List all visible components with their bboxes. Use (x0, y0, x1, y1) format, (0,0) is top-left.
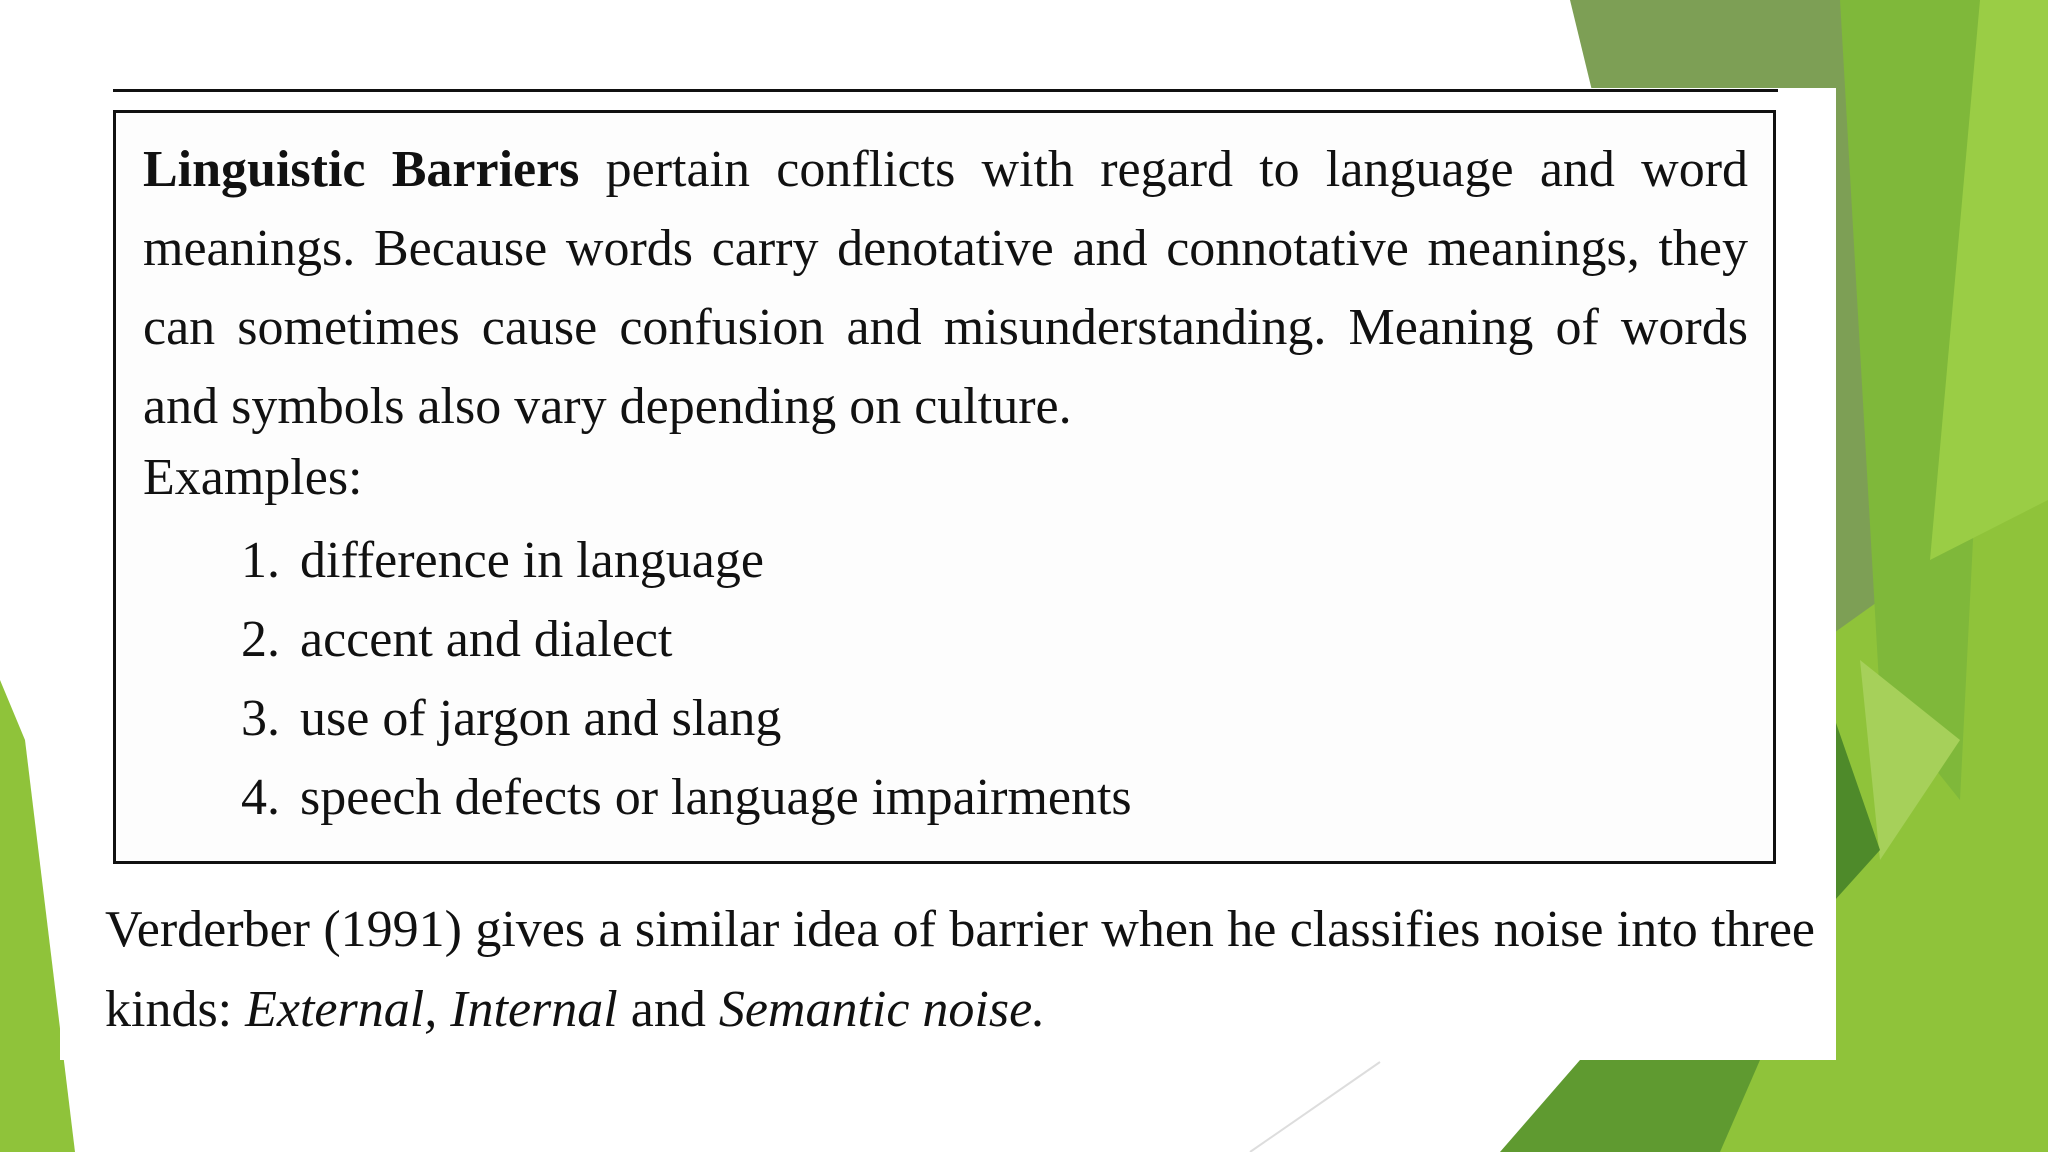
top-rule (113, 89, 1778, 92)
definition-text: pertain conflicts with regard to language and word meanings. Because words carry denotative and connotative meanings, they can sometimes cause confusion and misunderstanding. Meaning of words and symbols also vary depending on culture. (143, 141, 1749, 435)
list-item-text: accent and dialect (300, 611, 673, 668)
caption-space (437, 981, 450, 1038)
list-number: 3. (241, 690, 280, 747)
list-number: 1. (241, 532, 280, 589)
caption-external: External, (245, 981, 438, 1038)
list-item-text: use of jargon and slang (300, 690, 782, 747)
list-item (200, 763, 1132, 842)
caption-paragraph (105, 890, 1815, 1050)
examples-list (200, 526, 1132, 842)
caption-and: and (617, 981, 719, 1038)
list-item-text: speech defects or language impairments (300, 769, 1132, 826)
list-number: 4. (241, 769, 280, 826)
list-item (200, 526, 1132, 605)
list-item (200, 605, 1132, 684)
definition-paragraph (143, 130, 1748, 446)
term-linguistic-barriers: Linguistic Barriers (143, 141, 580, 198)
caption-internal: Internal (450, 981, 618, 1038)
list-number: 2. (241, 611, 280, 668)
list-item-text: difference in language (300, 532, 764, 589)
examples-heading: Examples: (143, 449, 363, 506)
caption-text: Verderber (1991) gives a similar idea of barrier when he classifies noise into three kinds: (105, 901, 1815, 1038)
list-item (200, 684, 1132, 763)
caption-semantic: Semantic noise. (718, 981, 1046, 1038)
